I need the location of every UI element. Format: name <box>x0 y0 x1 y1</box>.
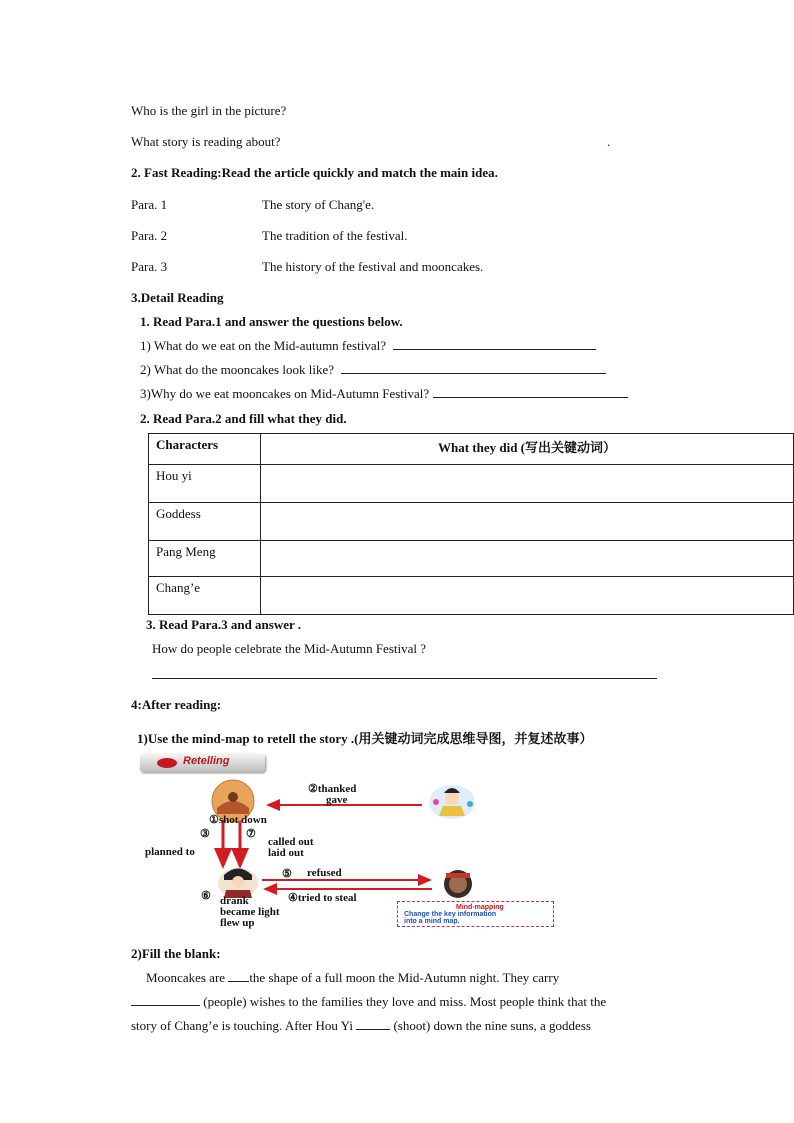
table-header-characters: Characters <box>149 434 261 465</box>
question-girl: Who is the girl in the picture? <box>131 103 287 118</box>
para-label: Para. 2 <box>131 228 168 243</box>
fill-blank-heading: 2)Fill the blank: <box>131 946 221 961</box>
main-idea: The history of the festival and mooncakes. <box>262 259 484 274</box>
part1-heading: 1. Read Para.1 and answer the questions below. <box>140 314 403 329</box>
characters-table <box>148 433 794 615</box>
table-cell-character: Goddess <box>149 503 261 541</box>
pang-meng-portrait-icon <box>444 870 472 898</box>
note-title: Mind-mapping <box>456 904 504 911</box>
label-step-5: ⑤ <box>282 868 292 880</box>
main-idea: The story of Chang'e. <box>262 197 375 212</box>
label-step-6: ⑥ <box>201 890 211 902</box>
label-gave: gave <box>326 794 348 806</box>
part2-heading: 2. Read Para.2 and fill what they did. <box>140 411 347 426</box>
passage-line-1: Mooncakes are the shape of a full moon the Mid-Autumn night. They carry <box>146 970 560 985</box>
label-called-out: called out <box>268 836 314 848</box>
table-cell-character: Chang’e <box>149 577 261 615</box>
answer-blank[interactable] <box>433 386 628 398</box>
retelling-banner <box>140 754 265 772</box>
label-thanked: ②thanked <box>308 783 357 795</box>
note-line-2: into a mind map. <box>404 918 460 925</box>
note-line-1: Change the key information <box>404 911 497 918</box>
table-cell-answer[interactable] <box>261 465 794 503</box>
goddess-portrait-icon <box>429 785 475 819</box>
label-step-7: ⑦ <box>246 828 256 840</box>
detail-question-3: 3)Why do we eat mooncakes on Mid-Autumn Festival? <box>140 386 628 402</box>
detail-question-2: 2) What do the mooncakes look like? <box>140 362 606 378</box>
answer-blank[interactable] <box>393 338 596 350</box>
detail-reading-heading: 3.Detail Reading <box>131 290 224 305</box>
banner-label: Retelling <box>183 755 230 767</box>
fast-reading-heading: 2. Fast Reading:Read the article quickly and match the main idea. <box>131 165 498 180</box>
table-cell-character: Hou yi <box>149 465 261 503</box>
label-planned-to: planned to <box>145 846 195 858</box>
passage-line-3: story of Chang’e is touching. After Hou Yi (shoot) down the nine suns, a goddess <box>131 1018 591 1033</box>
table-cell-answer[interactable] <box>261 503 794 541</box>
answer-blank[interactable] <box>228 970 249 982</box>
part3-question: How do people celebrate the Mid-Autumn Festival ? <box>152 641 427 656</box>
answer-blank[interactable] <box>341 362 606 374</box>
mind-mapping-note <box>397 901 554 927</box>
table-cell-character: Pang Meng <box>149 541 261 577</box>
answer-line[interactable] <box>152 678 657 679</box>
label-tried-to-steal: ④tried to steal <box>288 892 357 904</box>
table-header-what-they-did: What they did (写出关键动词） <box>261 434 794 465</box>
label-became-light: became light <box>220 906 280 918</box>
label-laid-out: laid out <box>268 847 304 859</box>
table-cell-answer[interactable] <box>261 577 794 615</box>
detail-question-1: 1) What do we eat on the Mid-autumn festival? <box>140 338 596 354</box>
label-step-3: ③ <box>200 828 210 840</box>
part3-heading: 3. Read Para.3 and answer . <box>146 617 302 632</box>
label-flew-up: flew up <box>220 917 255 929</box>
answer-blank[interactable] <box>356 1018 390 1030</box>
main-idea: The tradition of the festival. <box>262 228 408 243</box>
question-story-end: . <box>607 134 611 149</box>
change-portrait-icon <box>218 868 258 898</box>
after-reading-heading: 4:After reading: <box>131 697 222 712</box>
banner-dot-icon <box>157 758 177 768</box>
table-cell-answer[interactable] <box>261 541 794 577</box>
label-refused: refused <box>307 867 342 879</box>
passage-line-2: (people) wishes to the families they love and miss. Most people think that the <box>131 994 606 1010</box>
question-story: What story is reading about? <box>131 134 281 149</box>
para-label: Para. 3 <box>131 259 168 274</box>
label-drank: drank <box>220 895 249 907</box>
answer-blank[interactable] <box>131 994 200 1006</box>
mind-map-instruction: 1)Use the mind-map to retell the story .(用关键动词完成思维导图，并复述故事） <box>137 731 593 746</box>
label-shot-down: ①shot down <box>209 814 267 826</box>
para-label: Para. 1 <box>131 197 168 212</box>
